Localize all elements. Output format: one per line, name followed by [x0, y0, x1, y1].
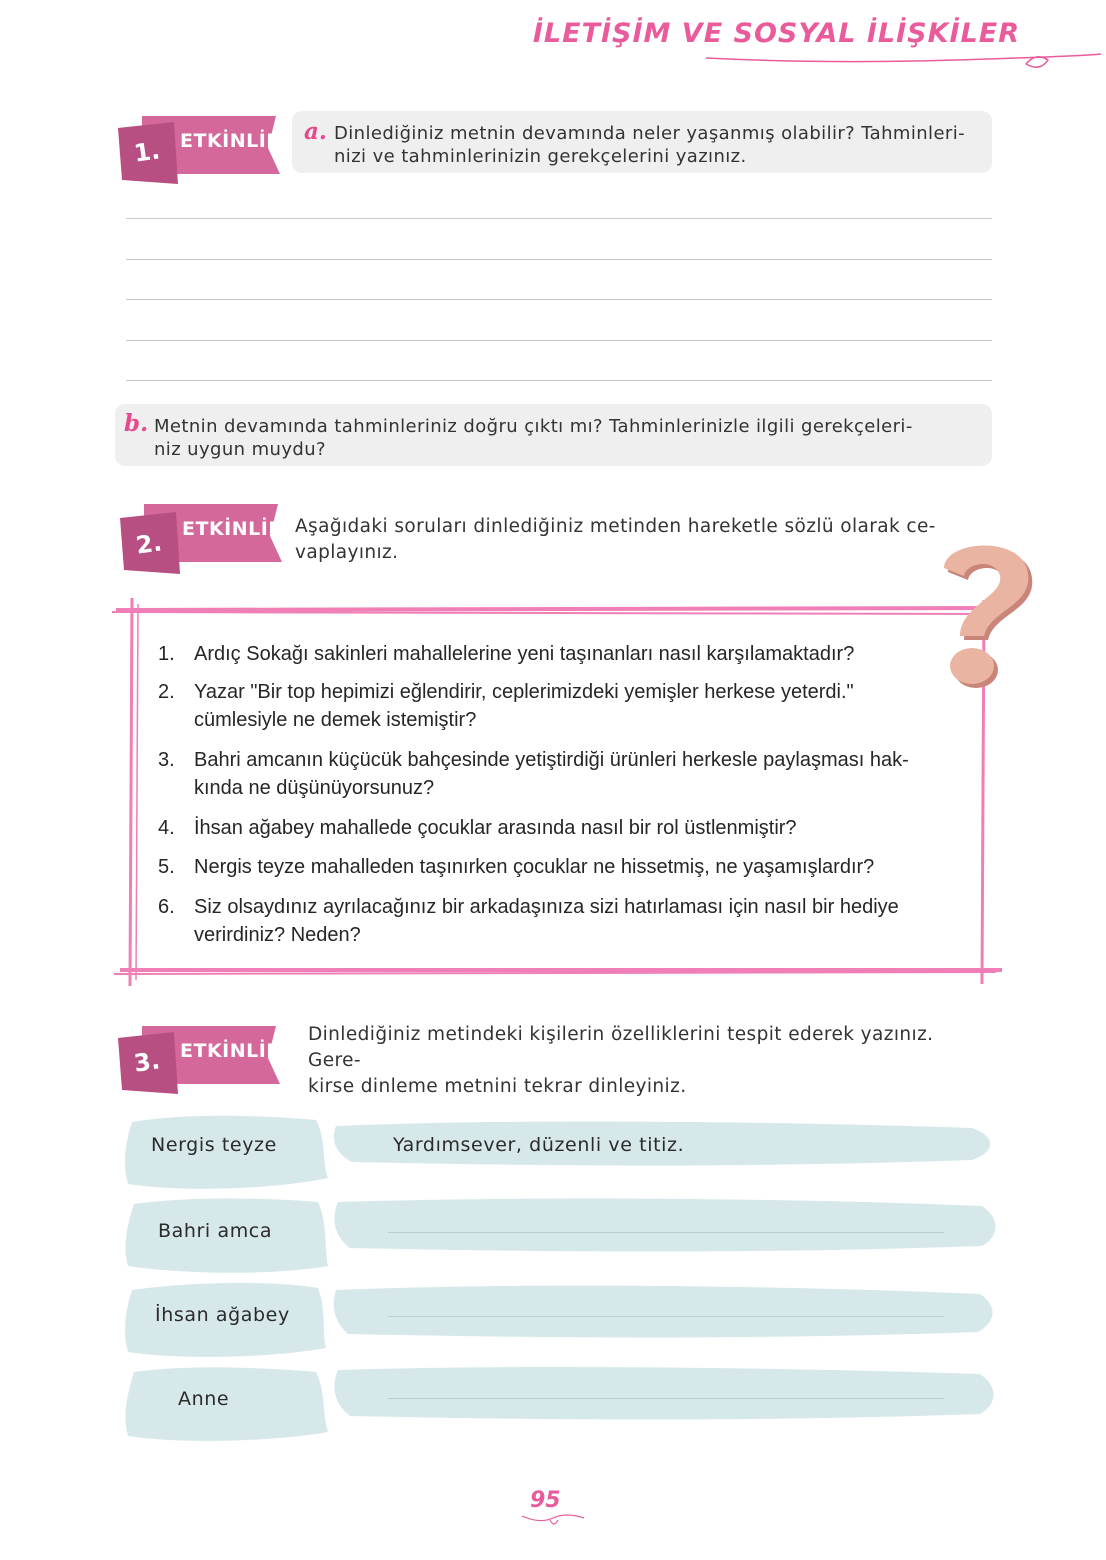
- answer-line[interactable]: [126, 340, 992, 341]
- activity-number: 2.: [134, 528, 164, 560]
- question-mark-icon: [924, 536, 1044, 696]
- chapter-title: İLETİŞİM VE SOSYAL İLİŞKİLER: [532, 18, 1020, 49]
- activity-label: ETKİNLİK: [180, 1040, 282, 1062]
- answer-line[interactable]: [126, 259, 992, 260]
- answer-blob: [332, 1196, 998, 1256]
- page-number: 95: [530, 1488, 561, 1513]
- answer-line[interactable]: [388, 1232, 944, 1233]
- question-a-letter: a.: [304, 118, 327, 145]
- activity-1-badge: [116, 112, 282, 186]
- question-a-text: Dinlediğiniz metnin devamında neler yaşanmış olabilir? Tahminleri- nizi ve tahminlerinizin gerekçelerini yazınız.: [334, 123, 966, 167]
- activity-number: 3.: [132, 1046, 162, 1078]
- header-swirl-decoration: [706, 48, 1106, 78]
- page-number-swirl: [520, 1510, 586, 1530]
- activity-2-instruction: Aşağıdaki soruları dinlediğiniz metinden hareketle sözlü olarak ce- vaplayınız.: [295, 516, 936, 563]
- activity-label: ETKİNLİK: [180, 130, 282, 152]
- question-b-text: Metnin devamında tahminleriniz doğru çıktı mı? Tahminlerinizle ilgili gerekçeleri- niz uygun muydu?: [154, 416, 913, 460]
- activity-number: 1.: [132, 136, 162, 168]
- answer-line[interactable]: [388, 1398, 944, 1399]
- activity-3-instruction: Dinlediğiniz metindeki kişilerin özelliklerini tespit ederek yazınız. Gere- kirse dinleme metnini tekrar dinleyiniz.: [308, 1024, 934, 1097]
- character-name: Bahri amca: [158, 1220, 273, 1242]
- activity-2-badge: [118, 504, 284, 578]
- activity-3-badge: [116, 1022, 282, 1096]
- answer-line[interactable]: [388, 1316, 944, 1317]
- character-trait-answer[interactable]: Yardımsever, düzenli ve titiz.: [393, 1134, 685, 1156]
- character-name: Anne: [178, 1388, 230, 1410]
- answer-line[interactable]: [126, 218, 992, 219]
- character-name: İhsan ağabey: [155, 1304, 290, 1326]
- answer-blob: [332, 1282, 998, 1342]
- character-name: Nergis teyze: [151, 1134, 277, 1156]
- question-b-letter: b.: [124, 410, 149, 437]
- answer-line[interactable]: [126, 299, 992, 300]
- answer-blob: [332, 1364, 998, 1424]
- activity-label: ETKİNLİK: [182, 518, 284, 540]
- answer-line[interactable]: [126, 380, 992, 381]
